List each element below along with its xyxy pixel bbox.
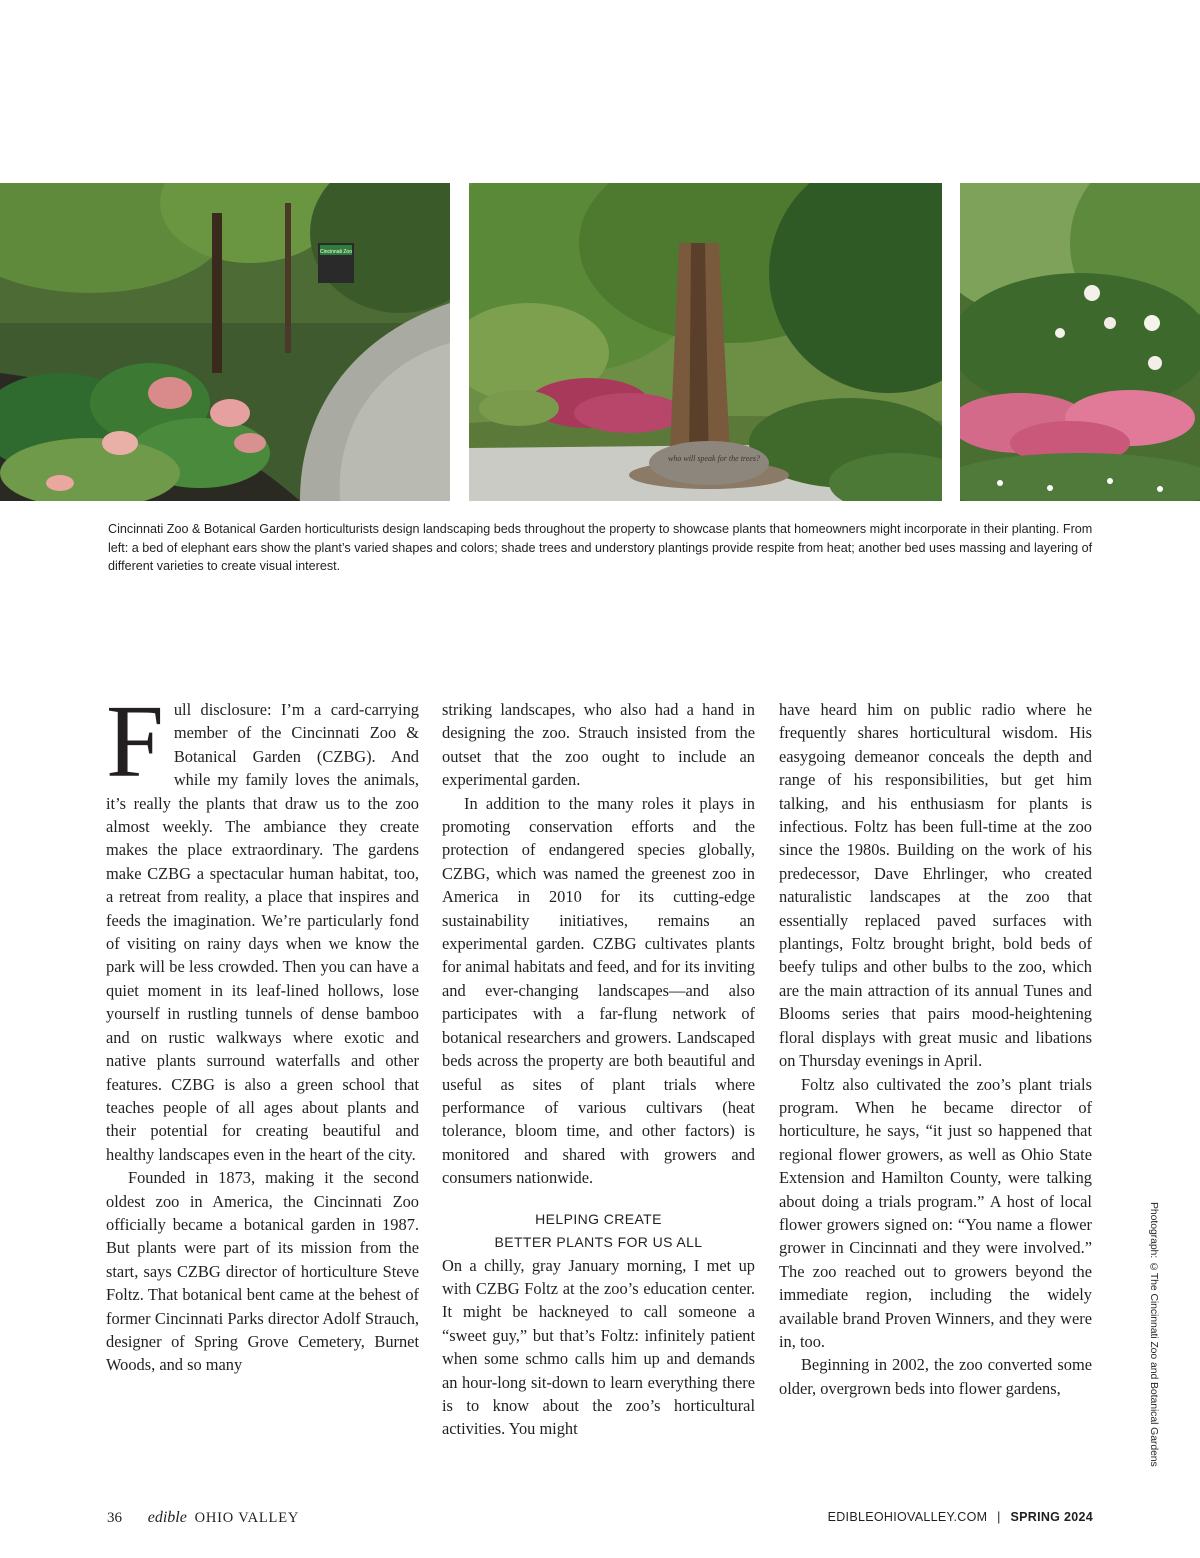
photo-layered-bed-image bbox=[960, 183, 1200, 501]
article-paragraph: On a chilly, gray January morning, I met up with CZBG Foltz at the zoo’s education center. It might be hackneyed to call someone a “sweet guy,” but that’s Foltz: infinitely patient when some schmo calls him up and demands an hour-long sit-down to learn everything there is to know about the zoo’s horticultural activities. You might bbox=[442, 1255, 755, 1439]
photo2-rock-text: who will speak for the trees? bbox=[668, 454, 760, 463]
article-paragraph: striking landscapes, who also had a hand in designing the zoo. Strauch insisted from the outset that the zoo ought to include an experimental garden. bbox=[442, 700, 755, 790]
page-number: 36 bbox=[107, 1510, 122, 1526]
subhead-line-2: BETTER PLANTS FOR US ALL bbox=[494, 1233, 703, 1250]
drop-cap: F bbox=[106, 684, 164, 799]
footer-right bbox=[828, 1510, 1093, 1524]
brand-name-italic: edible bbox=[147, 1509, 187, 1526]
intro-text: ull disclosure: I’m a card-carrying member of the Cincinnati Zoo & Botanical Garden (CZBG). And while my family loves the animals, it’s really the plants that draw us to the zoo almost weekly. The ambiance they create makes the place extraordinary. The gardens make CZBG a spectacular human habitat, too, a retreat from reality, a place that inspires and feeds the imagination. We’re particularly fond of visiting on rainy days when we know the park will be less crowded. Then you can have a quiet moment in its leaf-lined hollows, lose yourself in rustling tunnels of dense bamboo and on rustic walkways where exotic and native plants surround waterfalls and other features. CZBG is also a green school that teaches people of all ages about plants and their potential for creating beautiful and healthy landscapes even in the heart of the city. bbox=[106, 700, 419, 1164]
article-column-1 bbox=[106, 684, 419, 1377]
photo-elephant-ears-image bbox=[0, 183, 450, 501]
photo1-sign-text: Cincinnati Zoo bbox=[320, 249, 352, 255]
article-paragraph: Beginning in 2002, the zoo converted some older, overgrown beds into flower gardens, bbox=[779, 1355, 1092, 1398]
article-column-3 bbox=[779, 698, 1092, 1400]
photo-shade-tree bbox=[469, 183, 942, 501]
article-column-2 bbox=[442, 698, 755, 1441]
article-paragraph: have heard him on public radio where he frequently shares horticultural wisdom. His easygoing demeanor conceals the depth and range of his responsibilities, but get him talking, and his enthusiasm for plants is infectious. Foltz has been full-time at the zoo since the 1980s. Building on the work of his predecessor, Dave Ehrlinger, who created naturalistic landscapes at the zoo that essentially replaced paved surfaces with plantings, Foltz brought bright, bold beds of beefy tulips and other bulbs to the zoo, which are the main attraction of its annual Tunes and Blooms series that pairs mood-heightening floral displays with great music and libations on Thursday evenings in April. bbox=[779, 700, 1092, 1071]
subhead-line-1: HELPING CREATE bbox=[535, 1210, 662, 1227]
article-paragraph: Founded in 1873, making it the second oldest zoo in America, the Cincinnati Zoo officially became a botanical garden in 1987. But plants were part of its mission from the start, says CZBG director of horticulture Steve Foltz. That botanical bent came at the behest of former Cincinnati Parks director Adolf Strauch, designer of Spring Grove Cemetery, Burnet Woods, and so many bbox=[106, 1168, 419, 1375]
footer-separator: | bbox=[997, 1510, 1001, 1524]
footer-website: EDIBLEOHIOVALLEY.COM bbox=[827, 1510, 988, 1524]
photo-caption: Cincinnati Zoo & Botanical Garden horticulturists design landscaping beds throughout the property to showcase plants that homeowners might incorporate in their planting. From left: a bed of elephant ears show the plant’s varied shapes and colors; shade trees and understory plantings provide respite from heat; another bed uses massing and layering of different varieties to create visual interest. bbox=[108, 522, 1093, 573]
article-paragraph-intro bbox=[106, 684, 419, 1166]
photo-shade-tree-image bbox=[469, 183, 942, 501]
article-paragraph: Foltz also cultivated the zoo’s plant trials program. When he became director of horticulture, he says, “it just so happened that regional flower growers, as well as Ohio State Extension and Hamilton County, were talking about doing a trials program.” A host of local flower growers signed on: “You name a flower grower in Cincinnati and they were involved.” The zoo reached out to growers beyond the immediate region, including the widely available brand Proven Winners, and they were in, too. bbox=[779, 1074, 1092, 1351]
brand-name-region: OHIO VALLEY bbox=[194, 1510, 300, 1526]
article-paragraph: In addition to the many roles it plays in promoting conservation efforts and the protection of endangered species globally, CZBG, which was named the greenest zoo in America in 2010 for its cutting-edge sustainability initiatives, remains an experimental garden. CZBG cultivates plants for animal habitats and feed, and for its inviting and ever-changing landscapes—and also participates with a far-flung network of botanical researchers and growers. Landscaped beds across the property are both beautiful and useful as sites of plant trials where performance of various cultivars (heat tolerance, bloom time, and other factors) is monitored and shared with growers and consumers nationwide. bbox=[442, 793, 755, 1188]
footer-issue: SPRING 2024 bbox=[1010, 1510, 1093, 1524]
footer-left bbox=[107, 1509, 299, 1527]
photo-credit: Photograph: ©The Cincinnati Zoo and Botanical Gardens bbox=[1148, 1202, 1160, 1467]
photo-elephant-ears-bed bbox=[0, 183, 450, 501]
section-subhead bbox=[442, 1208, 755, 1254]
photo-layered-bed bbox=[960, 183, 1200, 501]
